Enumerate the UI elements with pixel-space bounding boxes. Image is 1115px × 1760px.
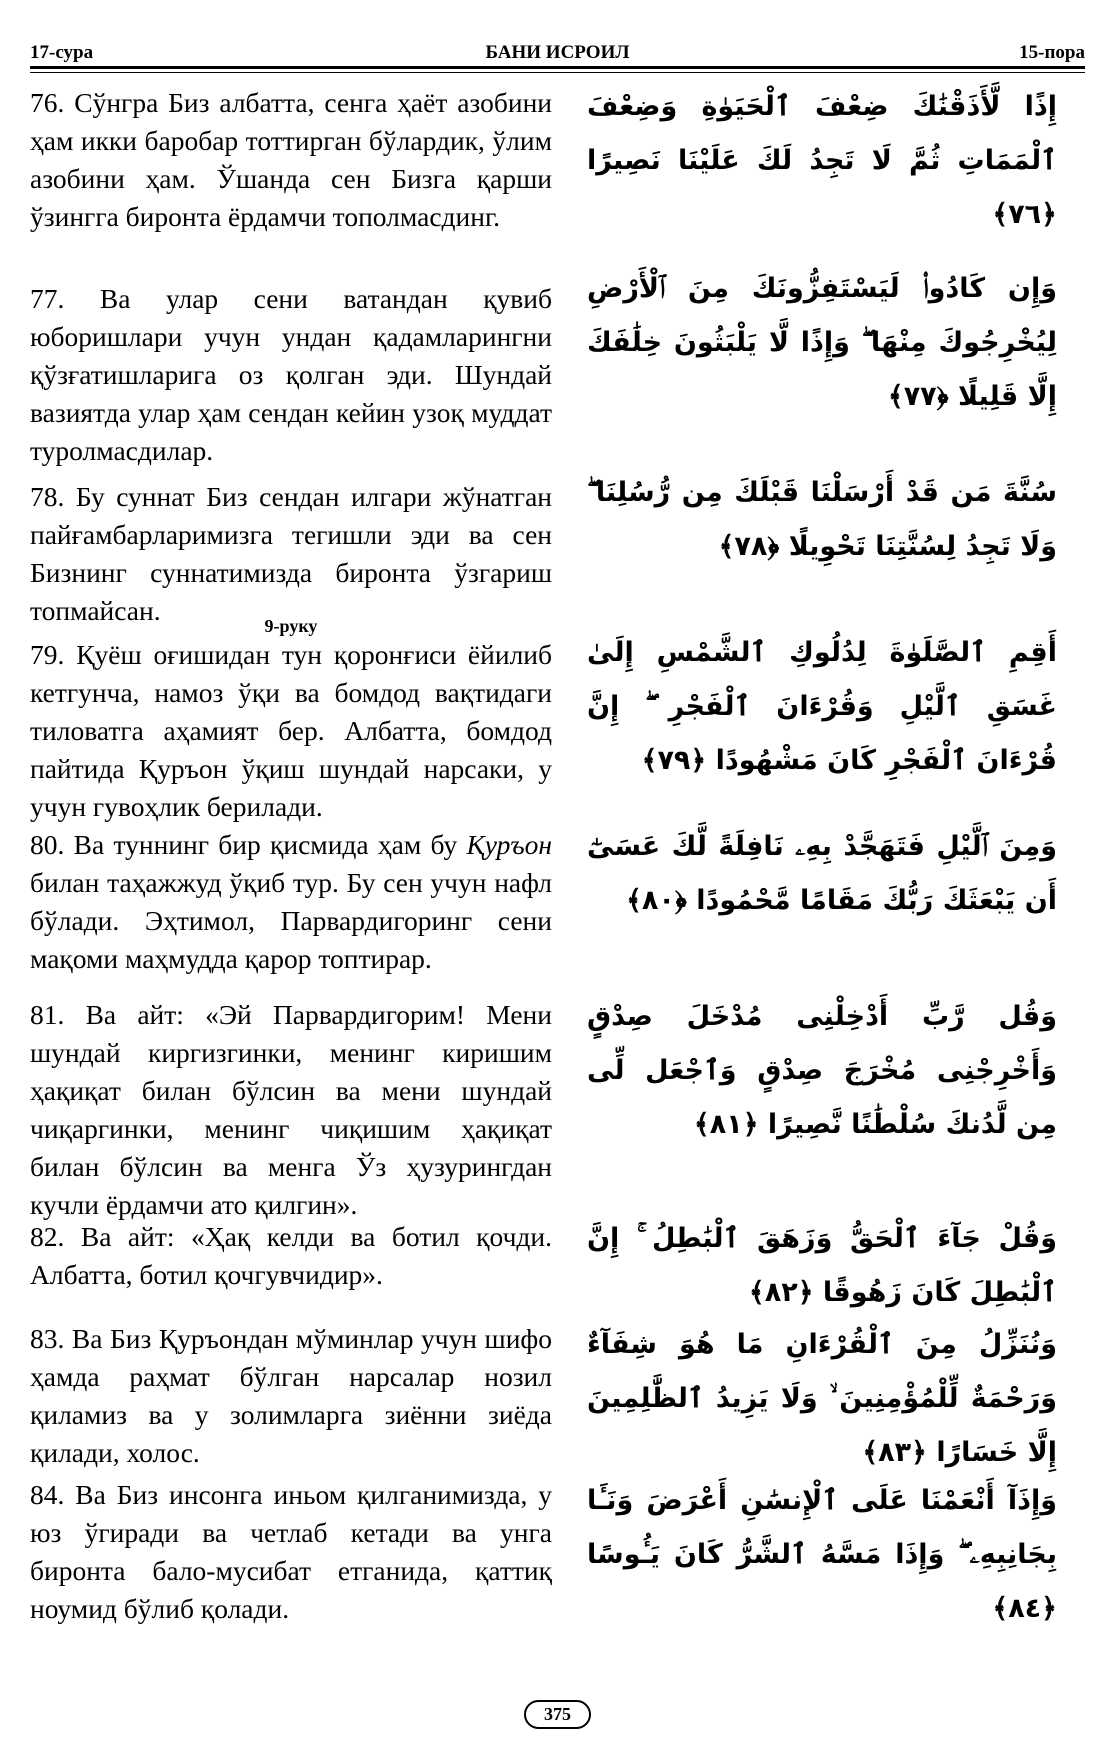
- sura-title: БАНИ ИСРОИЛ: [485, 42, 630, 63]
- verse-80-text-before: 80. Ва туннинг бир қисмида ҳам бу: [30, 829, 467, 860]
- verse-81-arabic: وَقُل رَّبِّ أَدْخِلْنِى مُدْخَلَ صِدْقٍ وَأَخْرِجْنِى مُخْرَجَ صِدْقٍ وَٱجْعَل لِّى مِن لَّدُنكَ سُلْطَٰنًا نَّصِيرًا ﴿٨١﴾: [587, 1001, 1057, 1140]
- verse-77-translation: 77. Ва улар сени ватандан қувиб юборишлари учун ундан қадамларингни қўзғатишларига оз қолган эди. Шундай вазиятда улар ҳам сендан кейин узоқ муддат туролмасдилар.: [30, 283, 552, 466]
- verse-76-arabic: إِذًا لَّأَذَقْنَٰكَ ضِعْفَ ٱلْحَيَوٰةِ وَضِعْفَ ٱلْمَمَاتِ ثُمَّ لَا تَجِدُ لَكَ عَلَيْنَا نَصِيرًا ﴿٧٦﴾: [587, 91, 1057, 230]
- verse-80-italic-word: Қуръон: [466, 829, 552, 860]
- header-rule-thin: [30, 72, 1085, 73]
- page-number: 375: [524, 1700, 591, 1729]
- verse-82-translation: 82. Ва айт: «Ҳақ келди ва ботил қочди. Албатта, ботил қочгувчидир».: [30, 1221, 552, 1290]
- verse-76-translation: 76. Сўнгра Биз албатта, сенга ҳаёт азобини ҳам икки баробар тоттирган бўлардик, ўлим азобини ҳам. Ўшанда сен Бизга қарши ўзингга биронта ёрдамчи тополмасдинг.: [30, 87, 552, 232]
- verse-83-arabic: وَنُنَزِّلُ مِنَ ٱلْقُرْءَانِ مَا هُوَ شِفَآءٌ وَرَحْمَةٌ لِّلْمُؤْمِنِينَ ۙ وَلَا يَزِيدُ ٱلظَّٰلِمِينَ إِلَّا خَسَارًا ﴿٨٣﴾: [587, 1329, 1057, 1468]
- verse-81-translation: 81. Ва айт: «Эй Парвардигорим! Мени шундай киргизгинки, менинг киришим ҳақиқат билан бўлсин ва мени шундай чиқаргинки, менинг чиқишим ҳақиқат билан бўлсин ва менга Ўз ҳузурингдан кучли ёрдамчи ато қилгин».: [30, 999, 552, 1220]
- page-footer: [0, 1700, 1115, 1729]
- verse-79-arabic: أَقِمِ ٱلصَّلَوٰةَ لِدُلُوكِ ٱلشَّمْسِ إِلَىٰ غَسَقِ ٱلَّيْلِ وَقُرْءَانَ ٱلْفَجْرِ ۖ إِنَّ قُرْءَانَ ٱلْفَجْرِ كَانَ مَشْهُودًا ﴿٧٩﴾: [587, 637, 1057, 776]
- verse-77-arabic: وَإِن كَادُوا۟ لَيَسْتَفِزُّونَكَ مِنَ ٱلْأَرْضِ لِيُخْرِجُوكَ مِنْهَا ۖ وَإِذًا لَّا يَلْبَثُونَ خِلَٰفَكَ إِلَّا قَلِيلًا ﴿٧٧﴾: [587, 273, 1057, 412]
- header-rule: [30, 66, 1085, 69]
- ruku-label: 9-руку: [264, 616, 318, 636]
- verse-84-translation: 84. Ва Биз инсонга иньом қилганимизда, у юз ўгиради ва четлаб кетади ва унга биронта бало-мусибат етганида, қаттиқ ноумид бўлиб қолади.: [30, 1479, 552, 1624]
- sura-label: 17-сура: [30, 42, 94, 63]
- verse-80-arabic: وَمِنَ ٱلَّيْلِ فَتَهَجَّدْ بِهِۦ نَافِلَةً لَّكَ عَسَىٰٓ أَن يَبْعَثَكَ رَبُّكَ مَقَامًا مَّحْمُودًا ﴿٨٠﴾: [587, 831, 1057, 916]
- verse-80-translation: [30, 826, 552, 978]
- verse-83-translation: 83. Ва Биз Қуръондан мўминлар учун шифо ҳамда раҳмат бўлган нарсалар нозил қиламиз ва у золимларга зиённи зиёда қилади, холос.: [30, 1323, 552, 1468]
- juz-label: 15-пора: [1019, 42, 1085, 63]
- verse-79-translation: 79. Қуёш оғишидан тун қоронғиси ёйилиб кетгунча, намоз ўқи ва бомдод вақтидаги тиловатга аҳамият бер. Албатта, бомдод пайтида Қуръон ўқиш шундай нарсаки, у учун гувоҳлик берилади.: [30, 639, 552, 822]
- verse-78-arabic: سُنَّةَ مَن قَدْ أَرْسَلْنَا قَبْلَكَ مِن رُّسُلِنَا ۖ وَلَا تَجِدُ لِسُنَّتِنَا تَحْوِيلًا ﴿٧٨﴾: [587, 477, 1057, 562]
- verse-82-arabic: وَقُلْ جَآءَ ٱلْحَقُّ وَزَهَقَ ٱلْبَٰطِلُ ۚ إِنَّ ٱلْبَٰطِلَ كَانَ زَهُوقًا ﴿٨٢﴾: [587, 1223, 1057, 1308]
- verse-78-translation: 78. Бу суннат Биз сендан илгари жўнатган пайғамбарларимизга тегишли эди ва сен Бизнинг суннатимизда биронта ўзгариш топмайсан.: [30, 481, 552, 626]
- page-header: [30, 38, 1085, 66]
- verse-80-text-after: билан таҳажжуд ўқиб тур. Бу сен учун нафл бўлади. Эҳтимол, Парвардигоринг сени мақоми маҳмудда қарор топтирар.: [30, 867, 552, 974]
- verse-84-arabic: وَإِذَآ أَنْعَمْنَا عَلَى ٱلْإِنسَٰنِ أَعْرَضَ وَنَـَٔا بِجَانِبِهِۦ ۖ وَإِذَا مَسَّهُ ٱلشَّرُّ كَانَ يَـُٔوسًا ﴿٨٤﴾: [587, 1485, 1057, 1624]
